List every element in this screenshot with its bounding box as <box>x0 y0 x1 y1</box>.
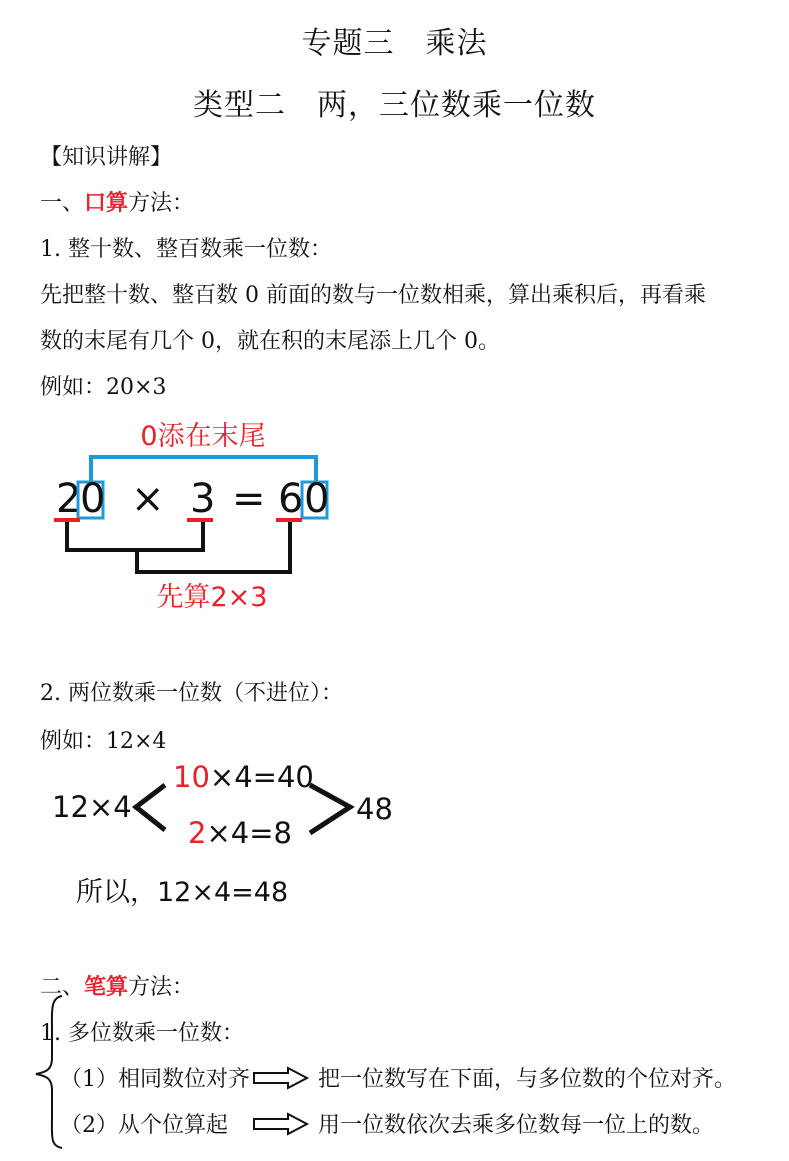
upper-red: 10 <box>173 760 210 794</box>
part1-item2-title: 2. 两位数乘一位数（不进位）： <box>40 681 343 706</box>
part1-item1-line1: 先把整十数、整百数 0 前面的数与一位数相乘，算出乘积后，再看乘 <box>40 283 706 308</box>
bottom-bracket-left <box>67 522 203 550</box>
lower-rest: ×4=8 <box>206 816 292 850</box>
diagram-20x3 <box>0 410 789 620</box>
result-digit: 6 <box>278 476 304 522</box>
times-sign: × <box>131 476 165 522</box>
left-expr: 12×4 <box>52 790 132 824</box>
example1-label: 例如：20×3 <box>40 375 167 400</box>
part2-prefix: 二、 <box>40 975 85 1000</box>
bottom-bracket-join <box>137 522 290 572</box>
section-label: 【知识讲解】 <box>40 145 173 170</box>
equals-sign: = <box>232 476 266 522</box>
part1-heading <box>40 186 194 217</box>
expr-a-digit: 2 <box>56 476 82 522</box>
rule2-arrow-icon <box>252 1112 310 1136</box>
rule1-left: （1）相同数位对齐 <box>60 1067 250 1092</box>
expr-b: 3 <box>190 476 216 522</box>
result-zero: 0 <box>304 476 330 522</box>
merge-result: 48 <box>356 792 393 826</box>
part1-item1-line2: 数的末尾有几个 0，就在积的末尾添上几个 0。 <box>40 329 500 354</box>
rule1-arrow-icon <box>252 1066 310 1090</box>
part1-prefix: 一、 <box>40 191 85 216</box>
example2-label: 例如：12×4 <box>40 729 167 754</box>
lower-red: 2 <box>188 816 207 850</box>
page-subtitle: 类型二 两，三位数乘一位数 <box>193 88 596 123</box>
rule2-right: 用一位数依次去乘多位数每一位上的数。 <box>318 1113 715 1138</box>
bottom-note: 先算2×3 <box>156 582 268 613</box>
part2-highlight: 笔算 <box>84 974 129 1000</box>
diagram-12x4 <box>0 755 789 915</box>
page-title: 专题三 乘法 <box>301 26 488 61</box>
conclusion: 所以，12×4=48 <box>76 877 289 908</box>
rule2-left: （2）从个位算起 <box>60 1113 228 1138</box>
lower-line <box>188 816 292 850</box>
top-note: 0添在末尾 <box>140 421 266 452</box>
part2-suffix: 方法： <box>128 975 195 1000</box>
expr-a-zero: 0 <box>80 476 106 522</box>
part1-highlight: 口算 <box>84 190 129 216</box>
upper-rest: ×4=40 <box>209 760 314 794</box>
rule1-right: 把一位数写在下面，与多位数的个位对齐。 <box>318 1067 737 1092</box>
split-bracket <box>136 785 165 830</box>
part1-item1-title: 1. 整十数、整百数乘一位数： <box>40 237 332 262</box>
part2-item1-title: 1. 多位数乘一位数： <box>40 1021 244 1046</box>
part1-suffix: 方法： <box>128 191 195 216</box>
merge-bracket <box>310 785 350 833</box>
upper-line <box>173 760 314 794</box>
